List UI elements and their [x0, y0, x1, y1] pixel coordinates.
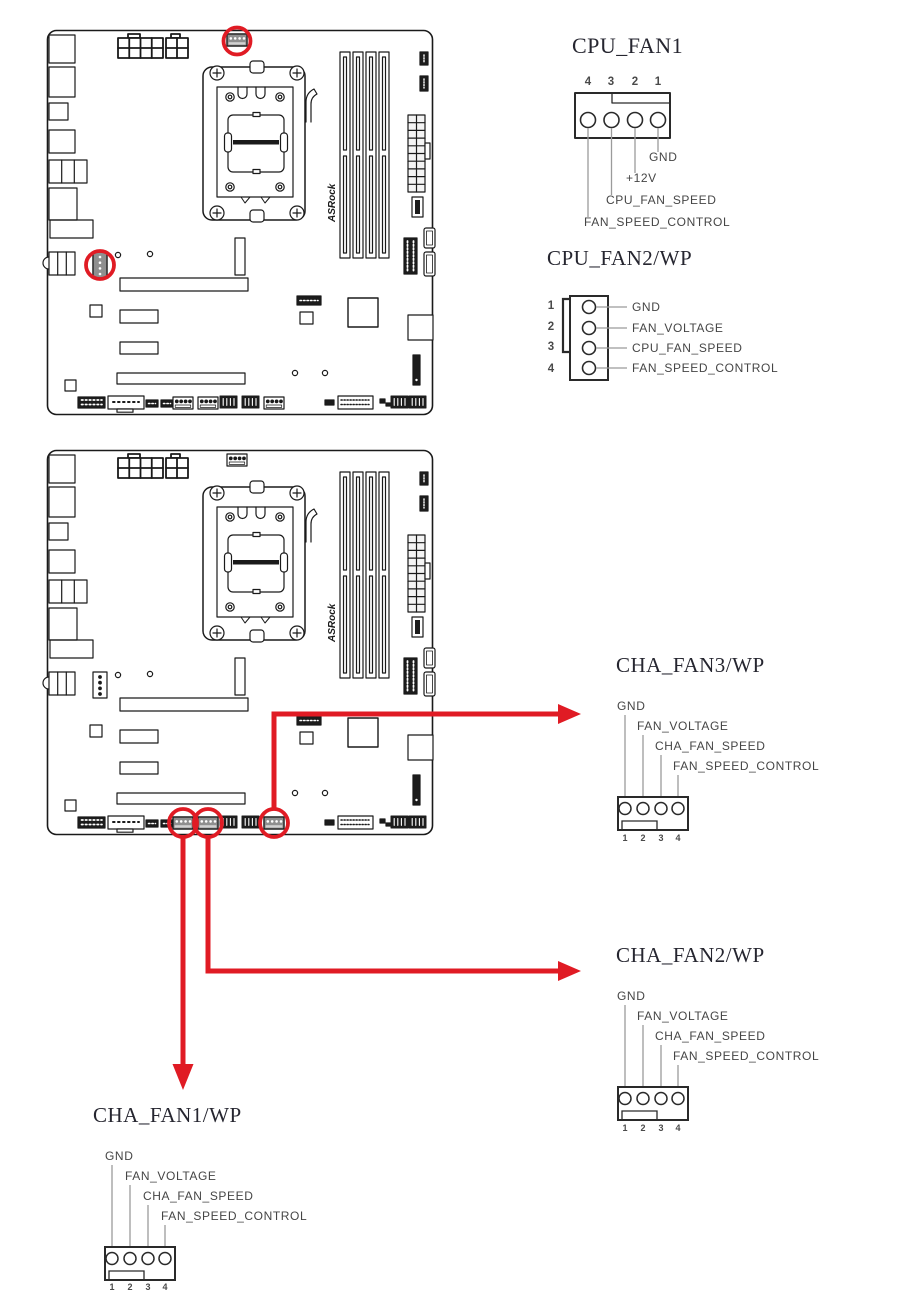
cpu-fan2-pin-3: 3: [547, 341, 555, 353]
cha-fan1-label-control: FAN_SPEED_CONTROL: [161, 1209, 308, 1223]
cha-fan2-pin-1: 1: [622, 1123, 628, 1133]
cpu-fan1-pin-3: 3: [607, 76, 615, 88]
cha-fan3-pin-2: 2: [640, 833, 646, 843]
cha-fan2-pin-2: 2: [640, 1123, 646, 1133]
cha-fan2-arrowhead: [558, 961, 581, 981]
cha-fan3-label-voltage: FAN_VOLTAGE: [637, 719, 729, 733]
cha-fan2-pin-4: 4: [675, 1123, 681, 1133]
cpu-fan1-label-control: FAN_SPEED_CONTROL: [584, 215, 731, 229]
cpu-fan2-label-gnd: GND: [632, 300, 661, 314]
cha-fan1-title: CHA_FAN1/WP: [93, 1103, 242, 1127]
cpu-fan1-pin-4: 4: [584, 76, 592, 88]
cpu-fan2-pin-4: 4: [547, 363, 555, 375]
cpu-fan2-pin-1: 1: [547, 300, 555, 312]
cha-fan2-label-speed: CHA_FAN_SPEED: [655, 1029, 766, 1043]
cha-fan3-pin-1: 1: [622, 833, 628, 843]
cha-fan1-pin-1: 1: [109, 1282, 115, 1292]
cpu-fan2-pinout: [563, 296, 627, 380]
cpu-fan1-label-12v: +12V: [626, 171, 657, 185]
cpu-fan1-pin-1: 1: [654, 76, 662, 88]
cpu-fan2-label-speed: CPU_FAN_SPEED: [632, 341, 743, 355]
cha-fan1-pin-3: 3: [145, 1282, 151, 1292]
cha-fan2-label-control: FAN_SPEED_CONTROL: [673, 1049, 820, 1063]
cpu-fan1-pin-2: 2: [631, 76, 639, 88]
cpu-fan1-label-speed: CPU_FAN_SPEED: [606, 193, 717, 207]
cpu-fan1-header-highlight: [227, 34, 247, 46]
cha-fan3-pin-3: 3: [658, 833, 664, 843]
cpu-fan2-title: CPU_FAN2/WP: [547, 246, 693, 270]
cha-fan3-label-speed: CHA_FAN_SPEED: [655, 739, 766, 753]
cha-fan1-label-voltage: FAN_VOLTAGE: [125, 1169, 217, 1183]
cpu-fan1-label-gnd: GND: [649, 150, 678, 164]
cpu-fan2-pin-2: 2: [547, 321, 555, 333]
cpu-fan2-label-control: FAN_SPEED_CONTROL: [632, 361, 779, 375]
cha-fan3-title: CHA_FAN3/WP: [616, 653, 765, 677]
motherboard-diagram-top: [43, 28, 435, 415]
cha-fan2-label-gnd: GND: [617, 989, 646, 1003]
cha-fan3-label-control: FAN_SPEED_CONTROL: [673, 759, 820, 773]
cha-fan2-header-highlight: [198, 817, 218, 829]
cha-fan2-pin-3: 3: [658, 1123, 664, 1133]
cha-fan1-label-gnd: GND: [105, 1149, 134, 1163]
cha-fan2-arrow-line: [208, 837, 560, 971]
motherboard-diagram-bottom: [43, 451, 581, 1091]
cpu-fan2-header-highlight: [93, 252, 107, 278]
cha-fan3-header-highlight: [264, 817, 284, 829]
cha-fan2-label-voltage: FAN_VOLTAGE: [637, 1009, 729, 1023]
cpu-fan1-title: CPU_FAN1: [572, 33, 684, 58]
cha-fan3-label-gnd: GND: [617, 699, 646, 713]
cha-fan3-arrowhead: [558, 704, 581, 724]
cha-fan2-title: CHA_FAN2/WP: [616, 943, 765, 967]
cpu-fan2-label-voltage: FAN_VOLTAGE: [632, 321, 724, 335]
cha-fan1-pin-2: 2: [127, 1282, 133, 1292]
cha-fan1-pin-4: 4: [162, 1282, 168, 1292]
cha-fan3-pin-4: 4: [675, 833, 681, 843]
cha-fan1-label-speed: CHA_FAN_SPEED: [143, 1189, 254, 1203]
cha-fan1-arrowhead: [173, 1064, 194, 1090]
cha-fan1-header-highlight: [173, 817, 193, 829]
